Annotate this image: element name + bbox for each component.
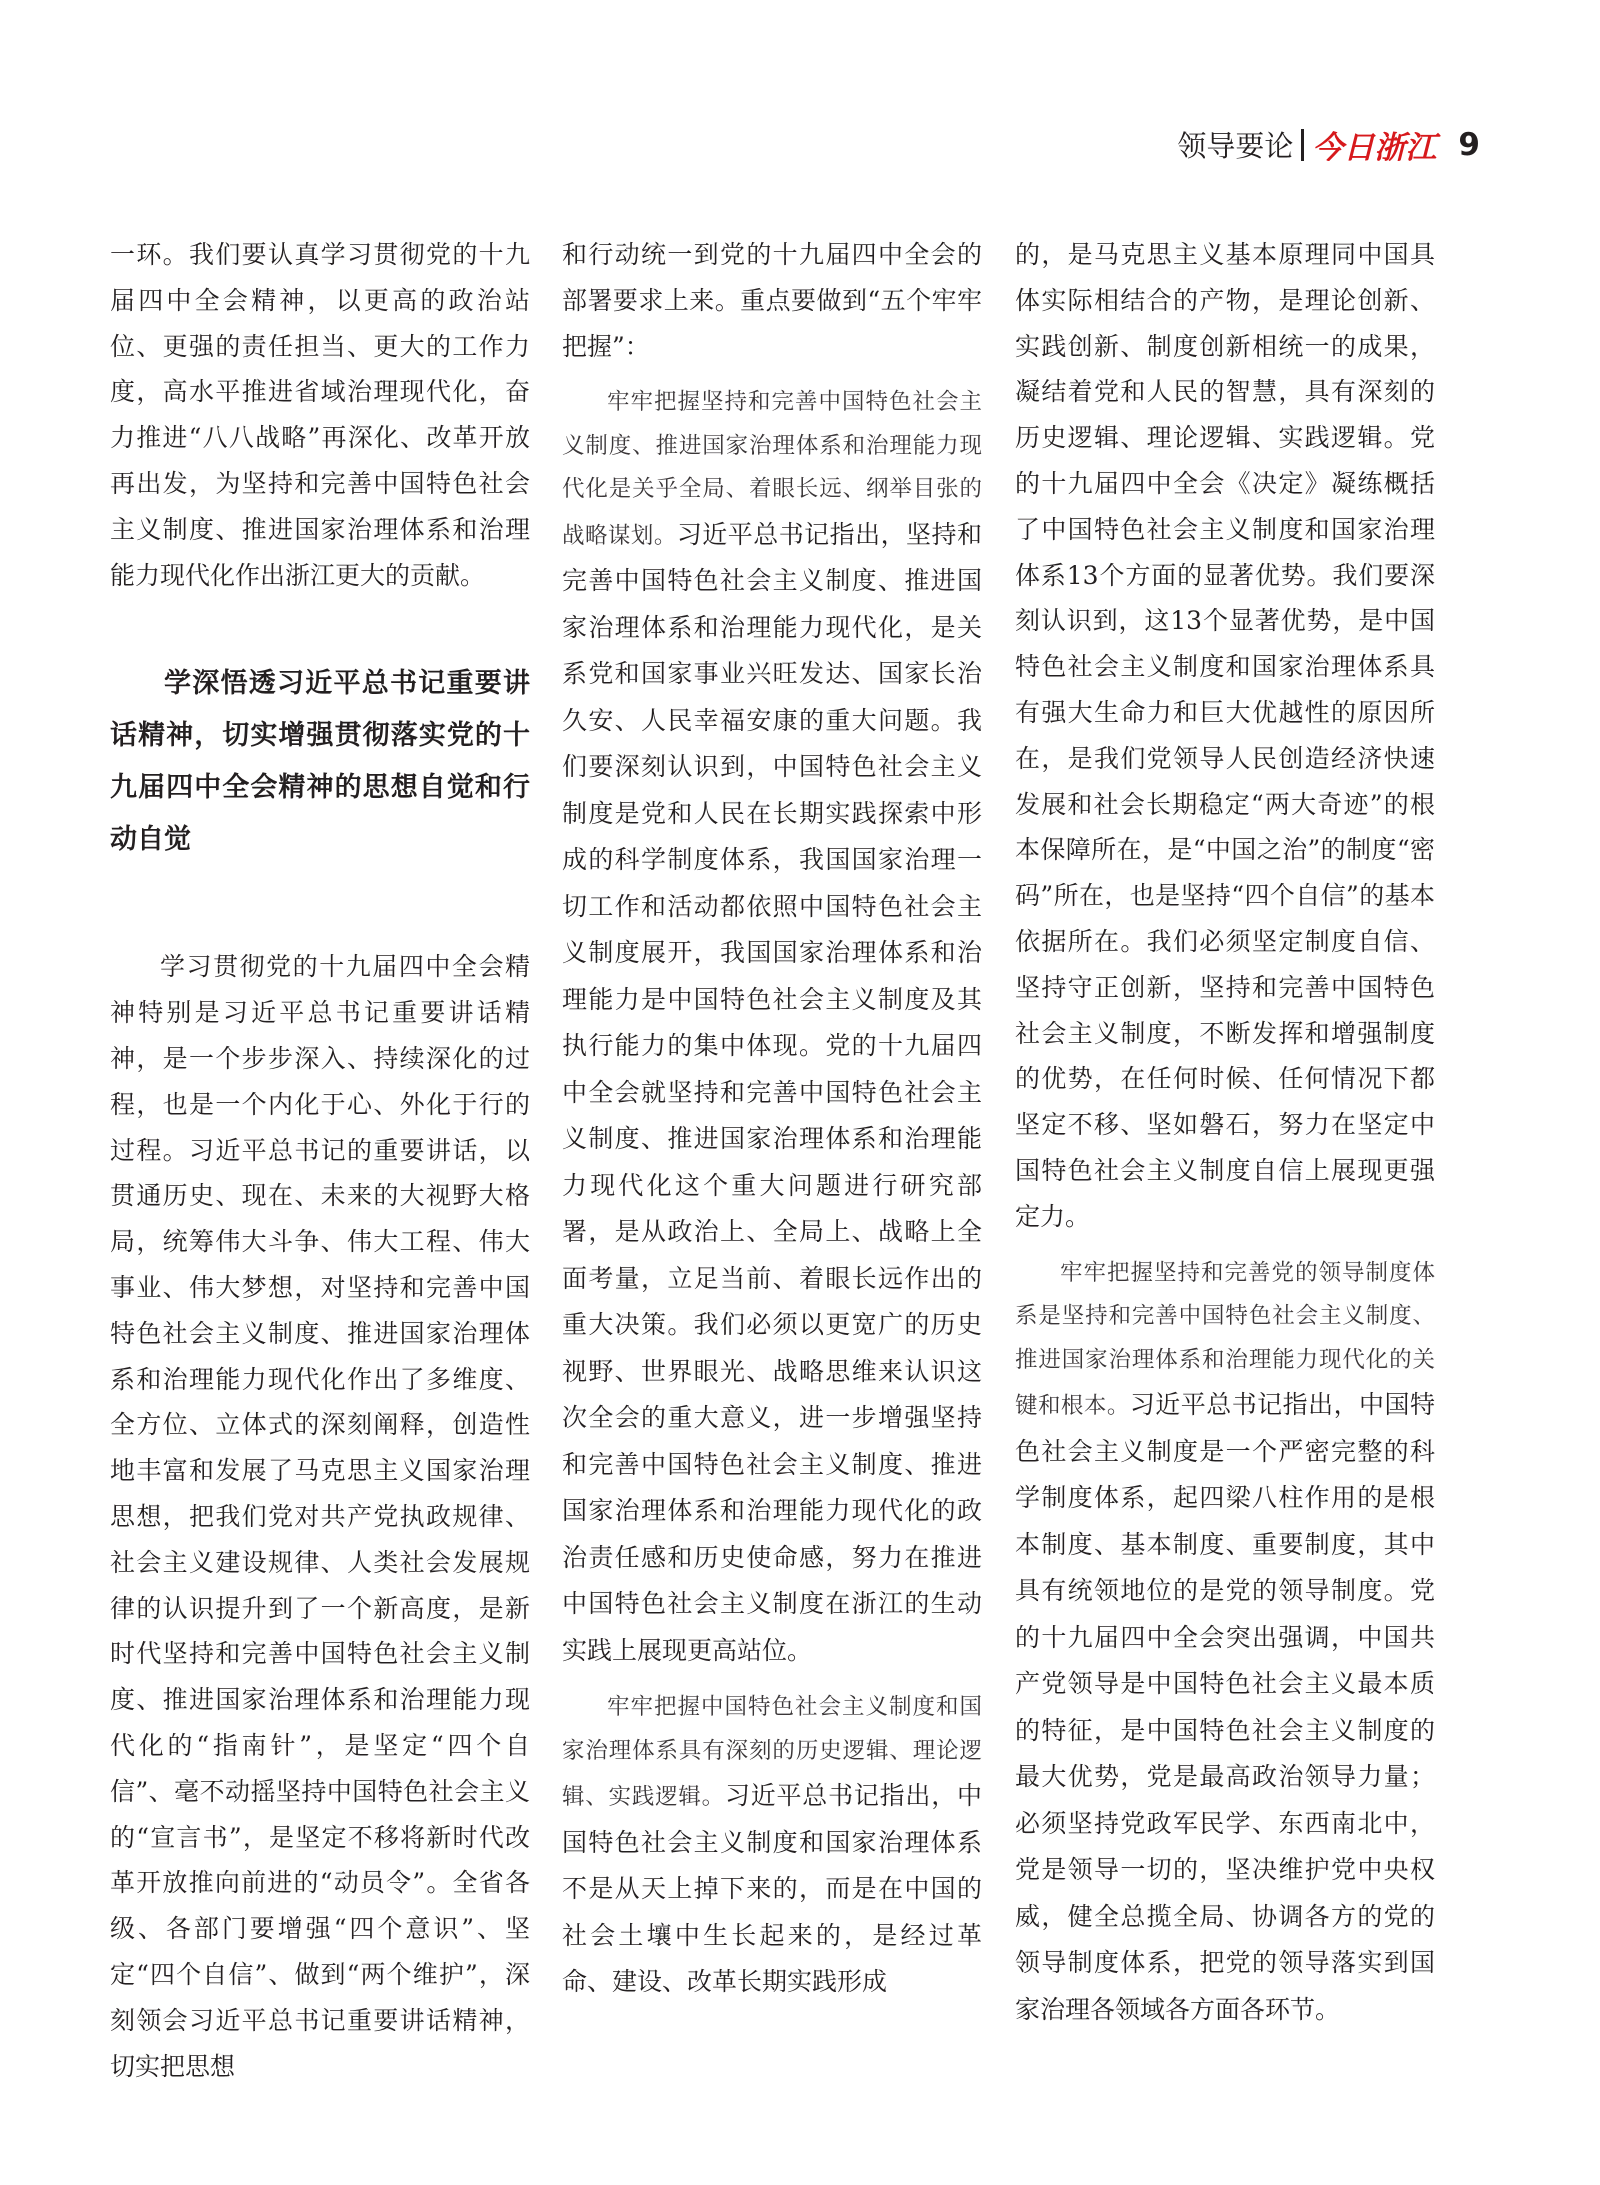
- header-divider: [1301, 129, 1304, 161]
- text-column-1: [110, 232, 530, 2089]
- paragraph-continuation: 习近平总书记指出，中国特色社会主义制度和国家治理体系不是从天上掉下来的，而是在中国的社会土壤中生长起来的，是经过革命、建设、改革长期实践形成: [562, 1781, 982, 1997]
- text-column-3: [1015, 232, 1435, 2033]
- section-heading: 学深悟透习近平总书记重要讲话精神，切实增强贯彻落实党的十九届四中全会精神的思想自觉和行动自觉: [110, 668, 530, 856]
- emphasis-paragraph: [562, 1686, 982, 2006]
- paragraph: 和行动统一到党的十九届四中全会的部署要求上来。重点要做到“五个牢牢把握”：: [562, 240, 982, 361]
- section-title: 领导要论: [1177, 129, 1294, 163]
- emphasis-paragraph: [562, 381, 982, 1674]
- paragraph: 的，是马克思主义基本原理同中国具体实际相结合的产物，是理论创新、实践创新、制度创新相统一的成果，凝结着党和人民的智慧，具有深刻的历史逻辑、理论逻辑、实践逻辑。党的十九届四中全会《决定》凝练概括了中国特色社会主义制度和国家治理体系13个方面的显著优势。我们要深刻认识到，这13个显著优势，是中国特色社会主义制度和国家治理体系具有强大生命力和巨大优越性的原因所在，是我们党领导人民创造经济快速发展和社会长期稳定“两大奇迹”的根本保障所在，是“中国之治”的制度“密码”所在，也是坚持“四个自信”的基本依据所在。我们必须坚定制度自信、坚持守正创新，坚持和完善中国特色社会主义制度，不断发挥和增强制度的优势，在任何时候、任何情况下都坚定不移、坚如磐石，努力在坚定中国特色社会主义制度自信上展现更强定力。: [1015, 240, 1435, 1231]
- paragraph: 一环。我们要认真学习贯彻党的十九届四中全会精神，以更高的政治站位、更强的责任担当、更大的工作力度，高水平推进省域治理现代化，奋力推进“八八战略”再深化、改革开放再出发，为坚持和完善中国特色社会主义制度、推进国家治理体系和治理能力现代化作出浙江更大的贡献。: [110, 240, 530, 590]
- paragraph: 学习贯彻党的十九届四中全会精神特别是习近平总书记重要讲话精神，是一个步步深入、持续深化的过程，也是一个内化于心、外化于行的过程。习近平总书记的重要讲话，以贯通历史、现在、未来的大视野大格局，统筹伟大斗争、伟大工程、伟大事业、伟大梦想，对坚持和完善中国特色社会主义制度、推进国家治理体系和治理能力现代化作出了多维度、全方位、立体式的深刻阐释，创造性地丰富和发展了马克思主义国家治理思想，把我们党对共产党执政规律、社会主义建设规律、人类社会发展规律的认识提升到了一个新高度，是新时代坚持和完善中国特色社会主义制度、推进国家治理体系和治理能力现代化的“指南针”，是坚定“四个自信”、毫不动摇坚持中国特色社会主义的“宣言书”，是坚定不移将新时代改革开放推向前进的“动员令”。全省各级、各部门要增强“四个意识”、坚定“四个自信”、做到“两个维护”，深刻领会习近平总书记重要讲话精神，切实把思想: [110, 952, 530, 2081]
- emphasis-paragraph: [1015, 1252, 1435, 2034]
- paragraph-continuation: 习近平总书记指出，中国特色社会主义制度是一个严密完整的科学制度体系，起四梁八柱作用的是根本制度、基本制度、重要制度，其中具有统领地位的是党的领导制度。党的十九届四中全会突出强调，中国共产党领导是中国特色社会主义最本质的特征，是中国特色社会主义制度的最大优势，党是最高政治领导力量；必须坚持党政军民学、东西南北中，党是领导一切的，坚决维护党中央权威，健全总揽全局、协调各方的党的领导制度体系，把党的领导落实到国家治理各领域各方面各环节。: [1015, 1390, 1435, 2024]
- paragraph-continuation: 习近平总书记指出，坚持和完善中国特色社会主义制度、推进国家治理体系和治理能力现代化，是关系党和国家事业兴旺发达、国家长治久安、人民幸福安康的重大问题。我们要深刻认识到，中国特色社会主义制度是党和人民在长期实践探索中形成的科学制度体系，我国国家治理一切工作和活动都依照中国特色社会主义制度展开，我国国家治理体系和治理能力是中国特色社会主义制度及其执行能力的集中体现。党的十九届四中全会就坚持和完善中国特色社会主义制度、推进国家治理体系和治理能力现代化这个重大问题进行研究部署，是从政治上、全局上、战略上全面考量，立足当前、着眼长远作出的重大决策。我们必须以更宽广的历史视野、世界眼光、战略思维来认识这次全会的重大意义，进一步增强坚持和完善中国特色社会主义制度、推进国家治理体系和治理能力现代化的政治责任感和历史使命感，努力在推进中国特色社会主义制度在浙江的生动实践上展现更高站位。: [562, 519, 982, 1665]
- text-column-2: [562, 232, 982, 2006]
- magazine-logo: 今日浙江: [1312, 130, 1437, 166]
- emphasis-text: 牢牢把握坚持和完善党的领导制度体系是坚持和完善中国特色社会主义制度、推进国家治理体系和治理能力现代化的关键和根本。: [1015, 1259, 1435, 1420]
- page-header: [1177, 122, 1480, 167]
- emphasis-text: 牢牢把握坚持和完善中国特色社会主义制度、推进国家治理体系和治理能力现代化是关乎全局、着眼长远、纲举目张的战略谋划。: [562, 389, 982, 549]
- emphasis-text: 牢牢把握中国特色社会主义制度和国家治理体系具有深刻的历史逻辑、理论逻辑、实践逻辑。: [562, 1694, 982, 1811]
- page-number: 9: [1458, 126, 1480, 163]
